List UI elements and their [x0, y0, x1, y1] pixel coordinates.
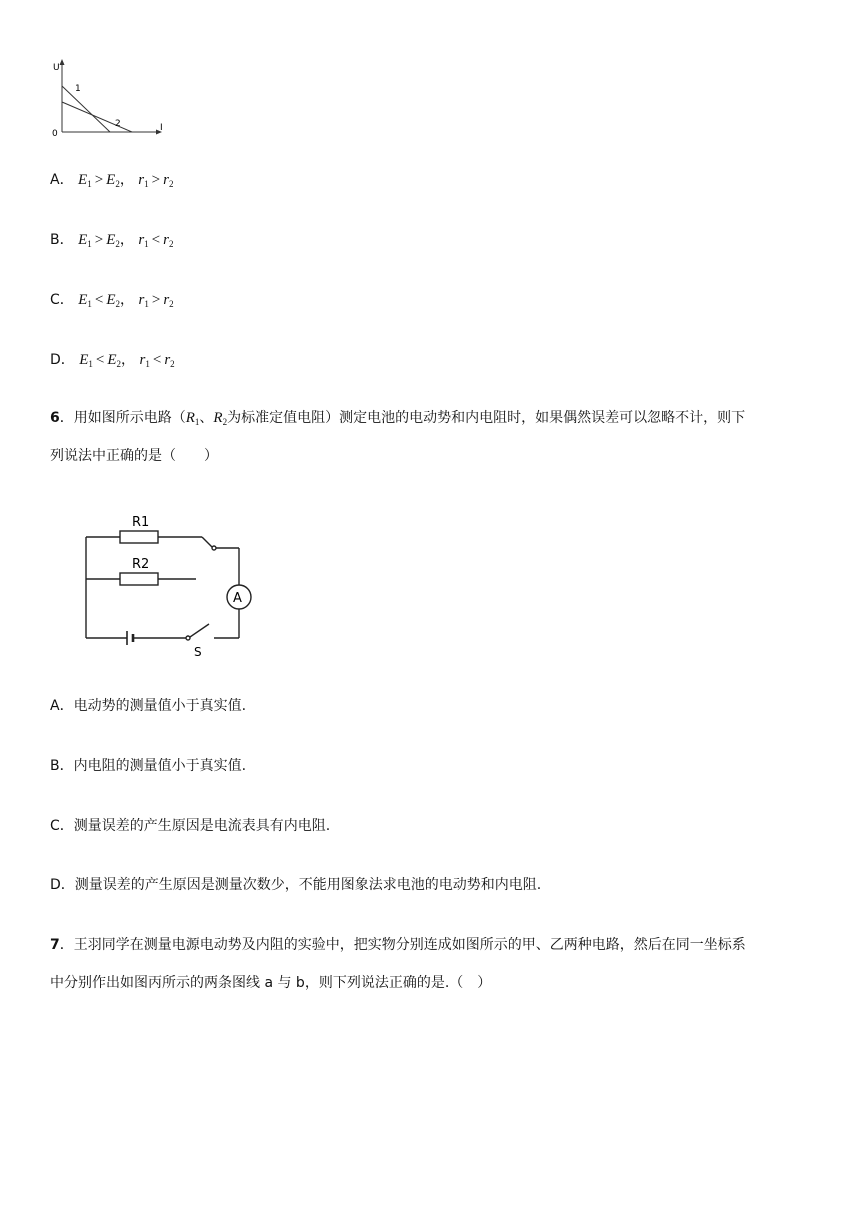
q6-option-c[interactable]: C．测量误差的产生原因是电流表具有内电阻. — [50, 818, 331, 834]
question-7-stem: 7．王羽同学在测量电源电动势及内阻的实验中，把实物分别连成如图所示的甲、乙两种电路，然后在同一坐标系 — [50, 937, 746, 953]
graph-line-1-label: 1 — [75, 84, 81, 94]
switch-label: S — [194, 645, 202, 659]
ui-graph — [48, 56, 172, 140]
graph-y-label: U — [53, 63, 60, 73]
resistor-r1 — [120, 531, 158, 543]
graph-line-2-label: 2 — [115, 119, 121, 129]
r2-label: R2 — [132, 557, 150, 572]
ammeter-label: A — [233, 591, 242, 606]
r1-label: R1 — [132, 515, 150, 530]
q5-option-b[interactable]: B． $E_1 > E_2$， $r_1 < r_2$ — [50, 232, 174, 249]
question-6-stem-line2: 列说法中正确的是（ ） — [50, 448, 218, 464]
question-7-stem-line2: 中分别作出如图丙所示的两条图线 a 与 b，则下列说法正确的是.（ ） — [50, 975, 492, 991]
q6-option-d[interactable]: D．测量误差的产生原因是测量次数少，不能用图象法求电池的电动势和内电阻. — [50, 877, 542, 893]
q5-option-c[interactable]: C． $E_1 < E_2$， $r_1 > r_2$ — [50, 292, 174, 309]
graph-line-2 — [62, 102, 132, 132]
q5-option-d[interactable]: D． $E_1 < E_2$， $r_1 < r_2$ — [50, 352, 175, 369]
graph-x-label: I — [160, 123, 163, 133]
q6-option-a[interactable]: A．电动势的测量值小于真实值. — [50, 698, 247, 714]
circuit-diagram — [76, 500, 266, 660]
q6-option-b[interactable]: B．内电阻的测量值小于真实值. — [50, 758, 247, 774]
graph-line-1 — [62, 86, 110, 132]
q5-option-a[interactable]: A． $E_1 > E_2$， $r_1 > r_2$ — [50, 172, 174, 189]
graph-origin-label: 0 — [52, 129, 58, 139]
resistor-r2 — [120, 573, 158, 585]
question-6-stem: 6．用如图所示电路（$R_1$、$R_2$为标准定值电阻）测定电池的电动势和内电阻时，如果偶然误差可以忽略不计，则下 — [50, 410, 746, 427]
